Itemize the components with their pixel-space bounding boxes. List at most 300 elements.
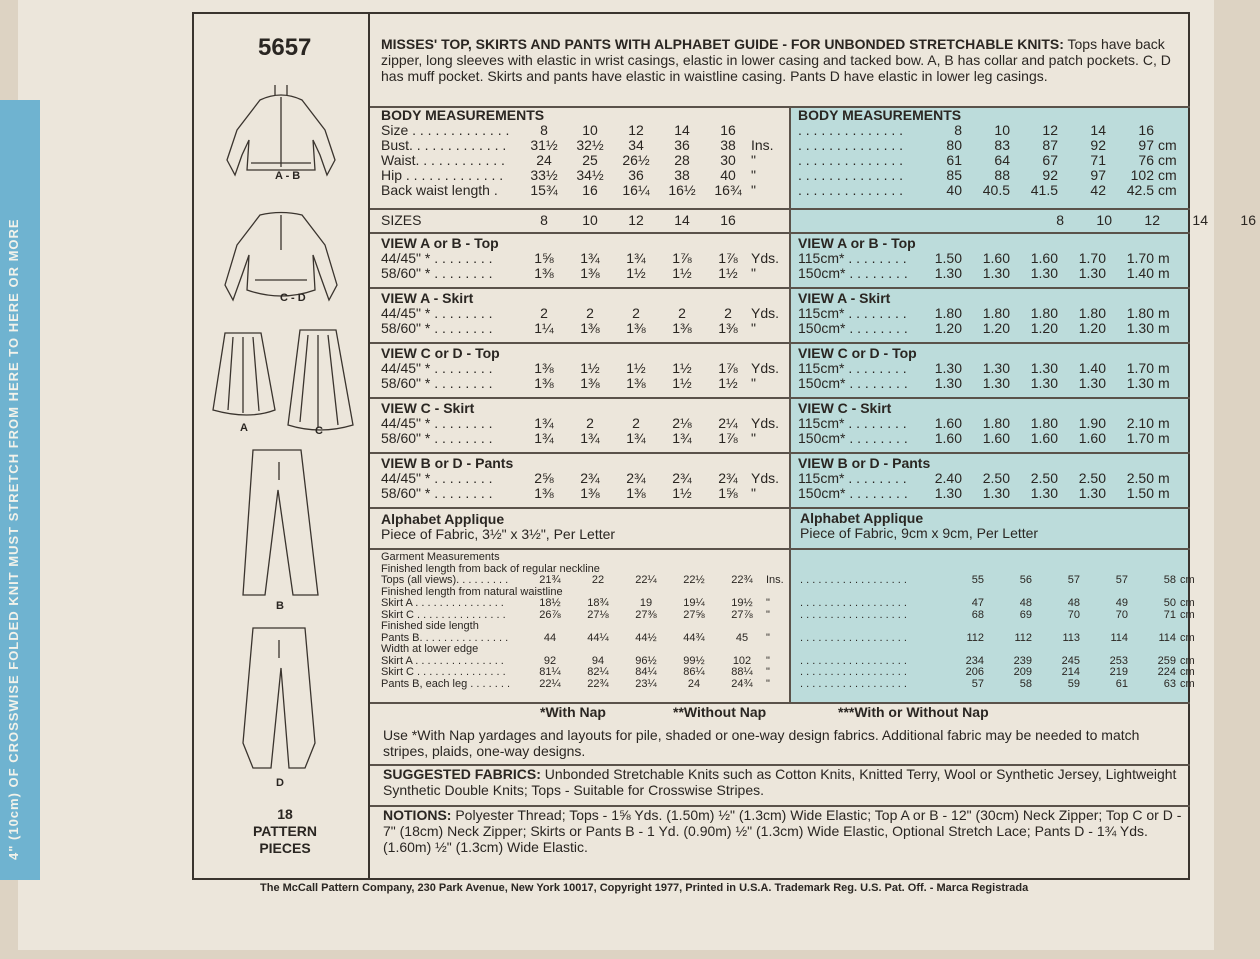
row-value: 59 [1067, 677, 1080, 690]
row-value: 33½ [530, 167, 558, 183]
garment-measurements-inches [381, 552, 786, 690]
row-value: 10 [582, 122, 598, 138]
row-label: . . . . . . . . . . . . . . [798, 122, 904, 138]
row-label: . . . . . . . . . . . . . . [798, 167, 904, 183]
measurement-row [381, 153, 786, 168]
row-value: 82¼ [587, 666, 609, 678]
row-value: 44 [543, 631, 557, 644]
row-value: 1.30 [1078, 375, 1106, 391]
row-value: 1.60 [982, 250, 1010, 266]
row-label: 58/60" * . . . . . . . . [381, 320, 493, 336]
row-value: 1⅜ [580, 375, 600, 391]
row-value: 2⅛ [672, 415, 692, 431]
row-value: 24 [536, 152, 552, 168]
measurement-row [798, 123, 1192, 138]
view-heading: VIEW C - Skirt [381, 400, 475, 416]
row-value: 25 [582, 152, 598, 168]
row-value: 32½ [576, 137, 604, 153]
stretch-gauge [0, 100, 40, 880]
view-label-cd: C - D [280, 292, 306, 304]
yardage-block [381, 454, 786, 509]
row-value: 1⅞ [718, 430, 738, 446]
pieces-line1: PATTERN [252, 823, 318, 839]
row-label: . . . . . . . . . . . . . . . . . . [800, 631, 907, 644]
row-value: 113 [1062, 631, 1080, 644]
row-value: 44¾ [683, 631, 705, 644]
row-value: 1⅜ [580, 265, 600, 281]
row-value: 92 [1042, 167, 1058, 183]
row-value: 36 [674, 137, 690, 153]
row-unit: " [751, 485, 756, 501]
row-value: 22¾ [731, 574, 753, 586]
row-label: Skirt A . . . . . . . . . . . . . . . [381, 597, 504, 609]
measurement-row [381, 486, 786, 501]
row-label: 115cm* . . . . . . . . [798, 415, 907, 431]
row-value: 1¾ [626, 250, 646, 266]
row-value: 1.60 [1030, 250, 1058, 266]
view-heading: VIEW A - Skirt [381, 290, 474, 306]
view-heading: VIEW C or D - Top [798, 345, 917, 361]
measurement-row [381, 183, 786, 198]
row-value: 26⅞ [539, 608, 561, 621]
measurement-row [798, 486, 1188, 501]
sizes-row [381, 213, 751, 228]
row-value: 1.40 [1078, 360, 1106, 376]
row-value: 1.20 [934, 320, 962, 336]
applique-inches [381, 512, 615, 542]
measurement-row [798, 266, 1188, 281]
measurement-row [798, 138, 1192, 153]
view-label-b: B [276, 600, 284, 612]
row-value: 1¾ [672, 430, 692, 446]
row-label: 150cm* . . . . . . . . [798, 430, 908, 446]
measurement-row [381, 123, 786, 138]
size-value-metric: 14 [1192, 212, 1208, 228]
row-value: 97 [1090, 167, 1106, 183]
row-label: 44/45" * . . . . . . . . [381, 360, 493, 376]
view-label-ab: A - B [275, 170, 301, 182]
size-value-metric: 12 [1144, 212, 1160, 228]
row-label: Tops (all views). . . . . . . . . [381, 574, 509, 586]
measurement-row [381, 306, 786, 321]
row-value: 1.30 [1030, 360, 1058, 376]
row-value: 1.80 [1030, 415, 1058, 431]
row-value: 56 [1019, 574, 1032, 586]
row-label: Skirt C . . . . . . . . . . . . . . . [381, 608, 506, 621]
row-value: 1.80 [982, 305, 1010, 321]
row-value: 1⅞ [718, 250, 738, 266]
row-value: 61 [946, 152, 962, 168]
row-value: 16½ [668, 182, 696, 198]
row-value: 1.70 [1126, 430, 1154, 446]
row-value: 28 [674, 152, 690, 168]
row-unit: cm [1158, 167, 1177, 183]
row-value: 209 [1013, 666, 1032, 678]
row-unit: cm [1180, 677, 1195, 690]
row-value: 1½ [672, 265, 692, 281]
view-heading: VIEW B or D - Pants [381, 455, 514, 471]
row-value: 239 [1013, 654, 1032, 667]
row-value: 1½ [626, 265, 646, 281]
row-value: 2¼ [718, 415, 738, 431]
row-unit: m [1158, 305, 1170, 321]
pattern-pieces-count [230, 806, 340, 857]
applique-title: Alphabet Applique [381, 511, 505, 527]
row-value: 2¾ [718, 470, 738, 486]
measurement-row [381, 416, 786, 431]
row-label: 58/60" * . . . . . . . . [381, 485, 493, 501]
row-value: 94 [591, 654, 605, 667]
row-value: 44¼ [587, 631, 609, 644]
size-value: 8 [540, 212, 548, 228]
row-value: 2 [586, 305, 594, 321]
measurement-row [381, 575, 786, 587]
row-value: 2.40 [934, 470, 962, 486]
row-label: . . . . . . . . . . . . . . . . . . [800, 597, 907, 609]
measurement-row [800, 598, 1210, 610]
body-title-metric: BODY MEASUREMENTS [798, 107, 962, 123]
row-label: . . . . . . . . . . . . . . . . . . [800, 608, 907, 621]
row-unit: Yds. [751, 360, 780, 376]
row-unit: " [766, 677, 770, 690]
row-unit: " [751, 320, 756, 336]
row-unit: " [751, 265, 756, 281]
row-value: 22¾ [587, 677, 609, 690]
row-value: 12 [628, 122, 644, 138]
row-value: 1¾ [626, 430, 646, 446]
row-value: 112 [1014, 631, 1032, 644]
row-value: 22½ [683, 574, 705, 586]
row-unit: m [1158, 360, 1170, 376]
row-label: Skirt A . . . . . . . . . . . . . . . [381, 654, 504, 667]
row-label: 44/45" * . . . . . . . . [381, 415, 493, 431]
row-value: 114 [1110, 631, 1128, 644]
view-label-d: D [276, 777, 284, 789]
row-label: 58/60" * . . . . . . . . [381, 265, 493, 281]
applique-size-metric: Piece of Fabric, 9cm x 9cm, Per Letter [800, 525, 1039, 541]
row-unit: Yds. [751, 305, 780, 321]
row-label: . . . . . . . . . . . . . . [798, 137, 904, 153]
row-value: 23¼ [635, 677, 657, 690]
row-value: 2⅝ [534, 470, 554, 486]
row-label: 150cm* . . . . . . . . [798, 320, 908, 336]
row-unit: Yds. [751, 470, 780, 486]
measurement-row [381, 321, 786, 336]
row-unit: m [1158, 470, 1170, 486]
row-value: 14 [674, 122, 690, 138]
row-value: 12 [1042, 122, 1058, 138]
row-unit: cm [1158, 152, 1177, 168]
row-value: 34 [628, 137, 644, 153]
row-value: 2¾ [626, 470, 646, 486]
sizes-label: SIZES [381, 212, 422, 228]
measurement-row [798, 431, 1188, 446]
applique-size: Piece of Fabric, 3½" x 3½", Per Letter [381, 526, 616, 542]
row-label: . . . . . . . . . . . . . . [798, 152, 904, 168]
row-value: 1⅝ [534, 250, 554, 266]
row-value: 92 [1090, 137, 1106, 153]
row-value: 1½ [626, 360, 646, 376]
row-value: 1.30 [982, 485, 1010, 501]
row-value: 1.30 [934, 375, 962, 391]
row-unit: Yds. [751, 415, 780, 431]
row-value: 1¾ [534, 415, 554, 431]
view-heading: VIEW C - Skirt [798, 400, 892, 416]
row-value: 1.30 [1126, 320, 1154, 336]
measurement-row [381, 376, 786, 391]
row-value: 102 [732, 654, 752, 667]
row-value: 48 [1019, 597, 1032, 609]
row-label: . . . . . . . . . . . . . . [798, 182, 904, 198]
sizes-row-metric [1020, 213, 1260, 228]
row-value: 1⅝ [718, 485, 738, 501]
row-value: 57 [971, 677, 984, 690]
row-label: 115cm* . . . . . . . . [798, 305, 907, 321]
row-value: 245 [1061, 654, 1080, 667]
row-value: 58 [1163, 574, 1176, 586]
row-unit: cm [1180, 631, 1195, 644]
row-value: 87 [1042, 137, 1058, 153]
row-value: 16 [582, 182, 598, 198]
measurement-row [798, 168, 1192, 183]
row-value: 2 [540, 305, 548, 321]
row-value: 1.80 [934, 305, 962, 321]
row-value: 1.30 [1126, 375, 1154, 391]
row-value: 42 [1090, 182, 1106, 198]
section-subheading: Width at lower edge [381, 643, 479, 655]
row-unit: m [1158, 320, 1170, 336]
row-value: 36 [628, 167, 644, 183]
row-value: 1⅜ [534, 485, 554, 501]
row-value: 24¾ [731, 677, 753, 690]
row-unit: " [751, 152, 756, 168]
row-value: 1.30 [1030, 485, 1058, 501]
suggested-fabrics [383, 766, 1183, 798]
row-value: 1¼ [534, 320, 554, 336]
size-value-metric: 16 [1240, 212, 1256, 228]
row-unit: Yds. [751, 250, 780, 266]
row-value: 1½ [580, 360, 600, 376]
row-value: 71 [1090, 152, 1106, 168]
row-value: 70 [1115, 608, 1128, 621]
row-value: 76 [1138, 152, 1154, 168]
row-value: 71 [1163, 608, 1176, 621]
row-value: 1.20 [1078, 320, 1106, 336]
row-value: 27⅜ [635, 608, 657, 621]
yardage-inches [381, 234, 786, 509]
row-value: 47 [971, 597, 984, 609]
measurement-row [798, 251, 1188, 266]
size-value-metric: 8 [1056, 212, 1064, 228]
row-value: 1.20 [982, 320, 1010, 336]
row-value: 2.10 [1126, 415, 1154, 431]
row-label: . . . . . . . . . . . . . . . . . . [800, 666, 907, 678]
row-value: 34½ [576, 167, 604, 183]
row-value: 2 [632, 305, 640, 321]
row-value: 40 [720, 167, 736, 183]
row-value: 1¾ [534, 430, 554, 446]
row-value: 259 [1157, 654, 1176, 667]
row-value: 8 [954, 122, 962, 138]
row-value: 1.30 [934, 265, 962, 281]
row-value: 1.60 [934, 415, 962, 431]
row-value: 10 [994, 122, 1010, 138]
yardage-block [381, 234, 786, 289]
measurement-row [798, 153, 1192, 168]
applique-title-metric: Alphabet Applique [800, 510, 924, 526]
row-value: 1.90 [1078, 415, 1106, 431]
row-value: 42.5 [1126, 182, 1154, 198]
measurement-row [381, 168, 786, 183]
row-label: . . . . . . . . . . . . . . . . . . [800, 574, 907, 586]
row-value: 2 [678, 305, 686, 321]
row-value: 2.50 [1078, 470, 1106, 486]
row-value: 112 [966, 631, 984, 644]
row-value: 1⅜ [718, 320, 738, 336]
row-unit: m [1158, 250, 1170, 266]
row-value: 2.50 [1030, 470, 1058, 486]
row-value: 16¾ [714, 182, 742, 198]
view-label-a: A [240, 422, 248, 434]
measurement-row [798, 471, 1188, 486]
row-value: 206 [965, 666, 984, 678]
row-value: 96½ [635, 654, 657, 667]
row-unit: " [751, 375, 756, 391]
fabrics-label: SUGGESTED FABRICS: [383, 766, 541, 782]
row-value: 1⅞ [718, 360, 738, 376]
row-label: 44/45" * . . . . . . . . [381, 470, 493, 486]
row-label: 44/45" * . . . . . . . . [381, 250, 493, 266]
row-unit: m [1158, 430, 1170, 446]
row-value: 219 [1109, 666, 1128, 678]
row-label: Pants B. . . . . . . . . . . . . . . [381, 631, 509, 644]
section-subheading: Finished side length [381, 620, 479, 632]
row-value: 41.5 [1030, 182, 1058, 198]
row-value: 26½ [622, 152, 650, 168]
row-value: 2.50 [982, 470, 1010, 486]
row-unit: cm [1158, 137, 1177, 153]
notions-text: Polyester Thread; Tops - 1⅝ Yds. (1.50m) ½" (1.3cm) Wide Elastic; Top A or B - 12" (30cm) Neck Zipper; Top C or D - 7" (18cm) Neck Zipper; Skirts or Pants B - 1 Yd. (0.90m) ½" (1.3cm) Wide Elastic, Optional Stretch Lace; Pants D - 1¾ Yds. (1.60m) ½" (1.3cm) Wide Elastic. [383, 807, 1182, 855]
row-value: 19¼ [683, 597, 705, 609]
row-value: 27⅞ [731, 608, 753, 621]
measurement-row [798, 361, 1188, 376]
row-value: 1.60 [982, 430, 1010, 446]
row-value: 1.70 [1078, 250, 1106, 266]
measurement-row [798, 321, 1188, 336]
row-value: 63 [1163, 677, 1176, 690]
body-measurements-inches [381, 108, 786, 198]
row-value: 2 [586, 415, 594, 431]
row-label: 115cm* . . . . . . . . [798, 360, 907, 376]
measurement-row [800, 679, 1210, 691]
pieces-line2: PIECES [259, 840, 311, 856]
row-value: 22¼ [635, 574, 657, 586]
applique-metric [800, 511, 1038, 541]
pants-b-sketch [243, 450, 318, 595]
size-value-metric: 10 [1096, 212, 1112, 228]
measurement-row [381, 251, 786, 266]
row-unit: m [1158, 485, 1170, 501]
row-value: 1.80 [1126, 305, 1154, 321]
row-value: 1½ [672, 375, 692, 391]
row-value: 84¼ [635, 666, 657, 678]
row-value: 1.30 [1078, 485, 1106, 501]
view-heading: VIEW C or D - Top [381, 345, 500, 361]
row-value: 1.30 [982, 265, 1010, 281]
row-value: 44½ [635, 631, 657, 644]
row-unit: " [766, 654, 770, 667]
measurement-row [381, 598, 786, 610]
measurement-row [798, 376, 1188, 391]
row-value: 1⅜ [534, 360, 554, 376]
row-unit [751, 123, 785, 138]
measurement-row [381, 667, 786, 679]
row-value: 49 [1115, 597, 1128, 609]
view-label-c: C [315, 425, 323, 437]
row-value: 1⅜ [672, 320, 692, 336]
row-value: 69 [1019, 608, 1032, 621]
notions-label: NOTIONS: [383, 807, 452, 823]
row-value: 27⅛ [587, 608, 609, 621]
measurement-row [798, 306, 1188, 321]
row-value: 214 [1061, 666, 1080, 678]
pattern-title: MISSES' TOP, SKIRTS AND PANTS WITH ALPHABET GUIDE - FOR UNBONDED STRETCHABLE KNITS: [381, 36, 1064, 52]
row-value: 1.70 [1126, 360, 1154, 376]
row-unit: " [766, 666, 770, 678]
row-unit: cm [1180, 666, 1195, 678]
row-value: 83 [994, 137, 1010, 153]
row-value: 18½ [539, 597, 561, 609]
row-value: 61 [1115, 677, 1128, 690]
row-value: 234 [965, 654, 984, 667]
row-label: 150cm* . . . . . . . . [798, 485, 908, 501]
row-label: 150cm* . . . . . . . . [798, 375, 908, 391]
fabrics-text: Unbonded Stretchable Knits such as Cotton Knits, Knitted Terry, Wool or Synthetic Jersey, Lightweight Synthetic Double Knits; Tops - Suitable for Crosswise Stripes. [383, 766, 1177, 798]
row-value: 48 [1067, 597, 1080, 609]
row-value: 40 [946, 182, 962, 198]
row-unit: " [766, 608, 770, 621]
measurement-row [381, 679, 786, 691]
yardage-metric [798, 234, 1188, 509]
row-value: 1⅜ [534, 375, 554, 391]
view-heading: VIEW A or B - Top [381, 235, 499, 251]
without-nap-legend: **Without Nap [673, 704, 767, 720]
row-unit: cm [1180, 574, 1195, 586]
row-value: 92 [543, 654, 557, 667]
row-value: 30 [720, 152, 736, 168]
row-value: 38 [674, 167, 690, 183]
row-value: 1.50 [1126, 485, 1154, 501]
row-value: 2 [724, 305, 732, 321]
measurement-row [381, 431, 786, 446]
row-label: Hip . . . . . . . . . . . . . [381, 167, 504, 183]
row-value: 55 [971, 574, 984, 586]
row-value: 50 [1163, 597, 1176, 609]
section-subheading [800, 644, 1210, 656]
pants-d-sketch [243, 628, 315, 768]
row-value: 1⅜ [580, 320, 600, 336]
row-value: 22¼ [539, 677, 561, 690]
pieces-number: 18 [277, 806, 293, 822]
yardage-block [798, 454, 1188, 509]
size-value: 10 [582, 212, 598, 228]
row-value: 1⅞ [672, 250, 692, 266]
row-value: 19 [639, 597, 653, 609]
row-value: 1.30 [1030, 265, 1058, 281]
measurement-row [798, 416, 1188, 431]
row-label: Size . . . . . . . . . . . . . [381, 122, 510, 138]
row-unit: " [751, 182, 756, 198]
